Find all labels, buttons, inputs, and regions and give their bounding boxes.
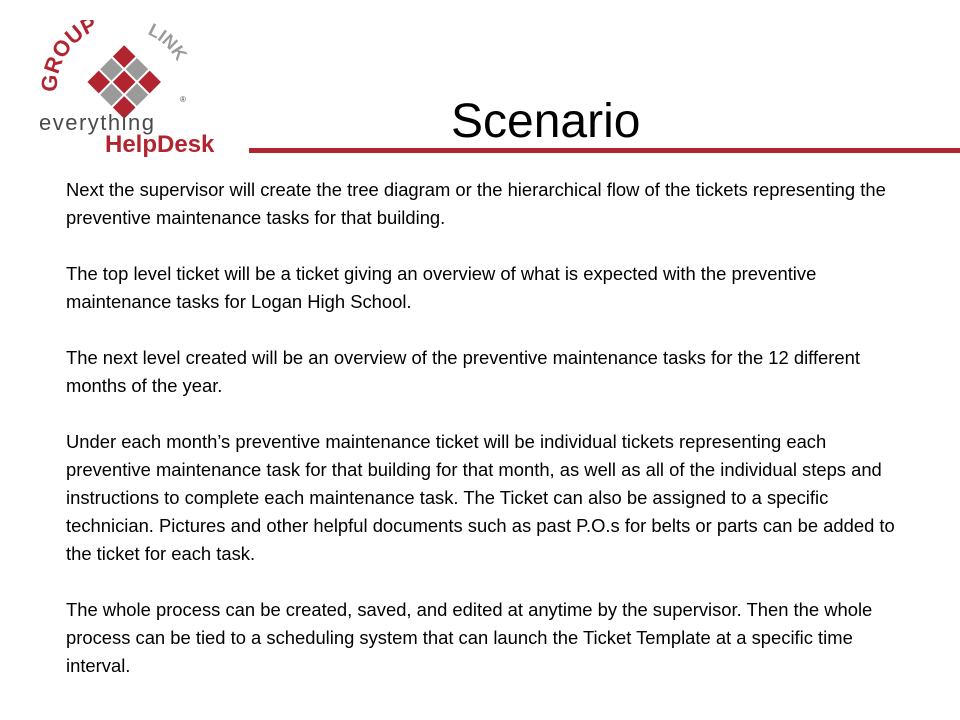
slide-body [66,176,906,680]
paragraph-scheduling: The whole process can be created, saved, and edited at anytime by the supervisor. Then the whole process can be tied to a scheduling system that can launch the Ticket Template at a specific time interval. [66,599,873,676]
logo-brand-link: LINK [145,20,191,64]
paragraph-tree-diagram: Next the supervisor will create the tree diagram or the hierarchical flow of the tickets representing the preventive maintenance tasks for that building. [66,179,886,228]
logo-tagline-small: everything [39,110,156,135]
paragraph-individual-tickets: Under each month’s preventive maintenance ticket will be individual tickets representing each preventive maintenance task for that building for that month, as well as all of the individual steps and instructions to complete each maintenance task. The Ticket can also be assigned to a specific technician. Pictures and other helpful documents such as past P.O.s for belts or parts can be added to the ticket for each task. [66,431,895,564]
paragraph-monthly-overview: The next level created will be an overview of the preventive maintenance tasks for the 12 different months of the year. [66,347,860,396]
logo-tagline-big: HelpDesk [105,131,215,158]
slide-title: Scenario [451,95,641,148]
grouplink-logo-mark [35,20,235,160]
logo-registered-mark: ® [180,95,186,104]
grouplink-logo [35,20,235,160]
paragraph-top-level-ticket: The top level ticket will be a ticket giving an overview of what is expected with the preventive maintenance tasks for Logan High School. [66,263,817,312]
title-underline [249,148,960,153]
logo-brand-group: GROUP [36,20,101,93]
